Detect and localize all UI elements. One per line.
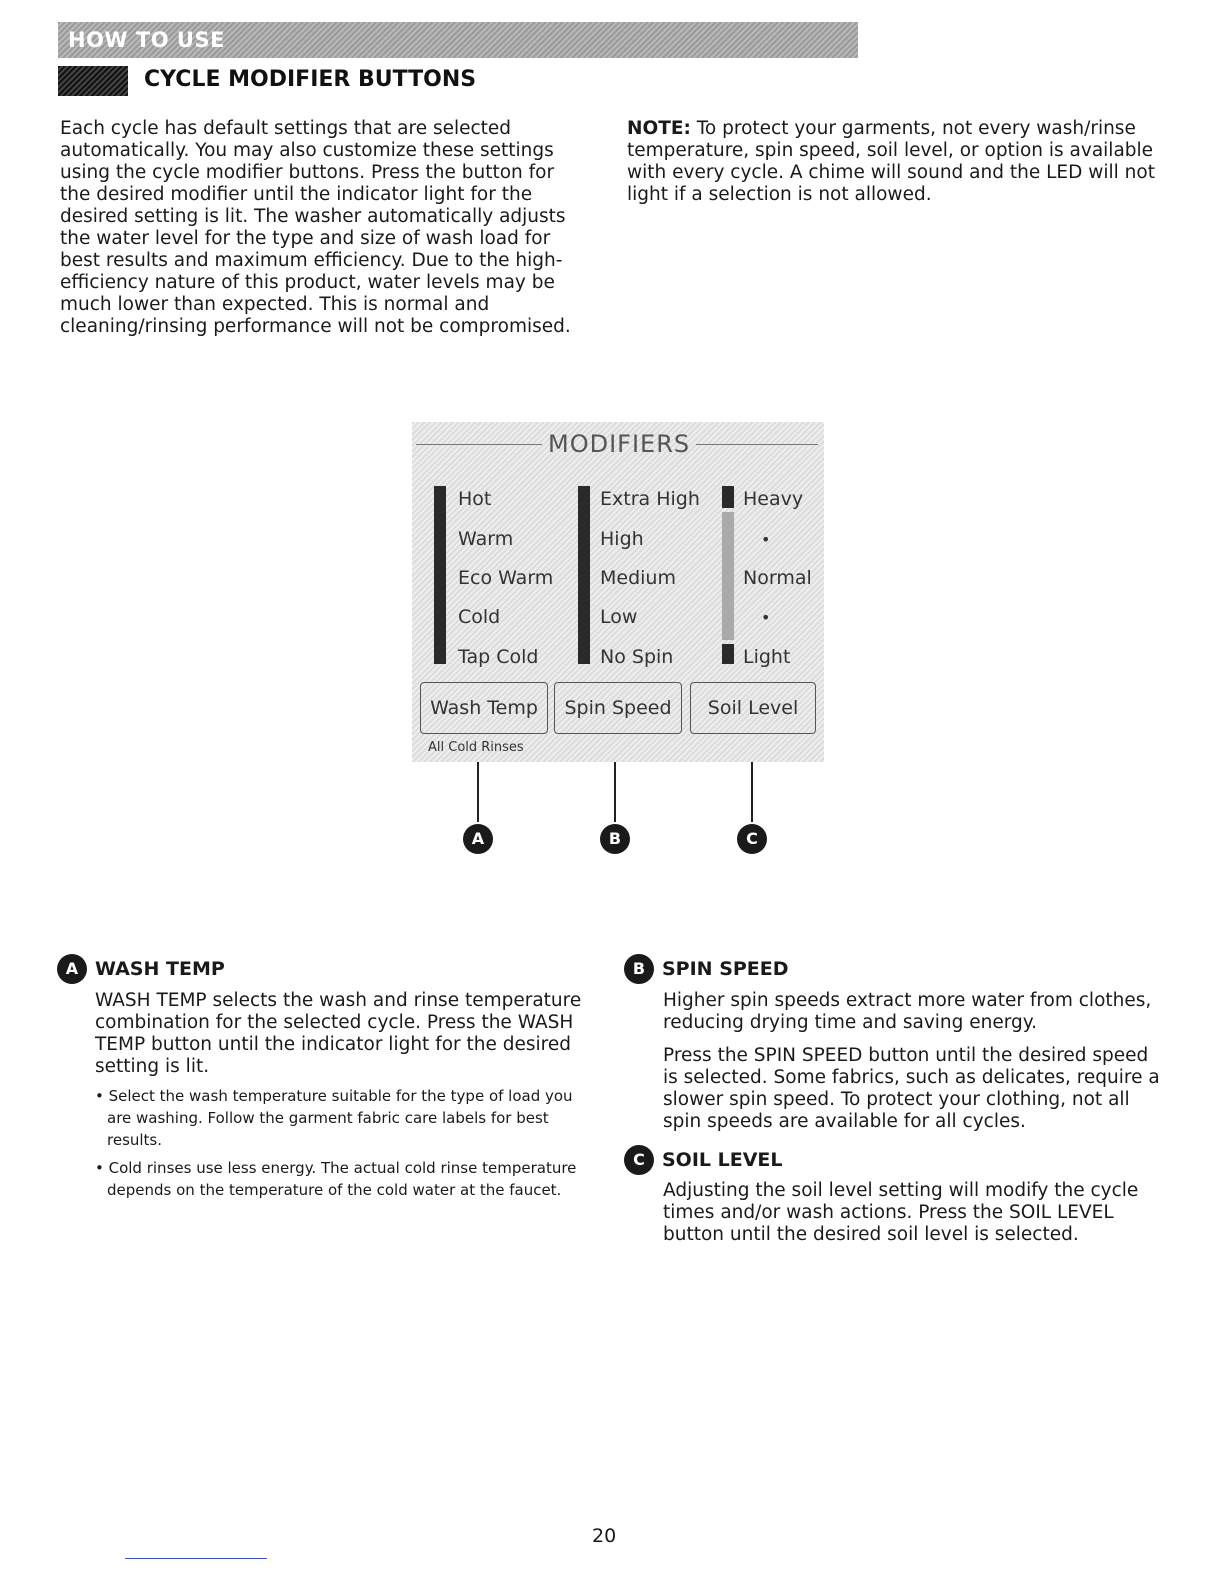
soil-level-heading [624,1145,1024,1175]
wash-temp-option: Eco Warm [458,567,554,589]
page-number: 20 [592,1525,617,1547]
spin-speed-marker: B [624,954,654,984]
note-paragraph [627,118,1167,206]
title-rule-right [696,444,818,445]
spin-speed-option: Low [600,606,638,628]
soil-level-button[interactable]: Soil Level [690,682,816,734]
note-label: NOTE: [627,118,691,139]
wash-temp-marker: A [57,954,87,984]
callout-line-b [614,762,616,822]
soil-level-body: Adjusting the soil level setting will modify the cycle times and/or wash actions. Press the SOIL LEVEL button until the desired soil level is selected. [663,1180,1139,1245]
spin-speed-title: SPIN SPEED [662,958,789,980]
modifiers-panel [412,422,824,762]
wash-temp-option: Hot [458,488,492,510]
callout-line-c [751,762,753,822]
section-title: CYCLE MODIFIER BUTTONS [144,67,477,92]
soil-level-step-dot: • [761,530,771,549]
wash-temp-bullet: • Cold rinses use less energy. The actual cold rinse temperature depends on the temperature of the cold water at the faucet. [95,1159,577,1199]
spin-speed-button[interactable]: Spin Speed [554,682,682,734]
banner-label: HOW TO USE [68,28,225,52]
spin-speed-option: High [600,528,644,550]
soil-level-led-range [722,512,734,640]
wash-temp-title: WASH TEMP [95,958,225,980]
callout-line-a [477,762,479,822]
soil-level-title: SOIL LEVEL [662,1149,783,1171]
spin-speed-option: No Spin [600,646,674,668]
soil-level-option: Normal [743,567,812,589]
soil-level-led-light [722,644,734,664]
soil-level-option: Light [743,646,791,668]
soil-level-option: Heavy [743,488,804,510]
wash-temp-led-bar [434,486,446,664]
spin-speed-heading [624,954,1024,984]
callout-marker-b: B [600,824,630,854]
how-to-use-banner [58,22,858,58]
spin-speed-option: Medium [600,567,676,589]
spin-speed-option: Extra High [600,488,700,510]
soil-level-marker: C [624,1145,654,1175]
wash-temp-option: Warm [458,528,514,550]
all-cold-rinses-label: All Cold Rinses [428,740,524,755]
wash-temp-bullet: • Select the wash temperature suitable for the type of load you are washing. Follow the garment fabric care labels for best results. [95,1087,573,1149]
wash-temp-body: WASH TEMP selects the wash and rinse temperature combination for the selected cycle. Press the WASH TEMP button until the indicator light for the desired setting is lit. [95,990,582,1077]
callout-marker-c: C [737,824,767,854]
callout-marker-a: A [463,824,493,854]
panel-title [412,430,824,458]
intro-paragraph: Each cycle has default settings that are selected automatically. You may also customize these settings using the cycle modifier buttons. Press the button for the desired modifier until the indicator light for the desired setting is lit. The washer automatically adjusts the water level for the type and size of wash load for best results and maximum efficiency. Due to the high-efficiency nature of this product, water levels may be much lower than expected. This is normal and cleaning/rinsing performance will not be compromised. [60,118,571,337]
wash-temp-heading [57,954,457,984]
spin-speed-led-bar [578,486,590,664]
wash-temp-option: Tap Cold [458,646,539,668]
title-rule-left [416,444,542,445]
spin-speed-body: Press the SPIN SPEED button until the desired speed is selected. Some fabrics, such as delicates, require a slower spin speed. To protect your clothing, not all spin speeds are available for all cycles. [663,1045,1160,1132]
heading-marker [58,66,128,96]
footer-rule [125,1558,267,1559]
note-text: To protect your garments, not every wash/rinse temperature, spin speed, soil level, or option is available with every cycle. A chime will sound and the LED will not light if a selection is not allowed. [627,118,1155,205]
wash-temp-button[interactable]: Wash Temp [420,682,548,734]
soil-level-step-dot: • [761,608,771,627]
soil-level-led-heavy [722,486,734,508]
panel-title-text: MODIFIERS [548,430,691,458]
spin-speed-body: Higher spin speeds extract more water from clothes, reducing drying time and saving energy. [663,990,1152,1033]
wash-temp-option: Cold [458,606,501,628]
